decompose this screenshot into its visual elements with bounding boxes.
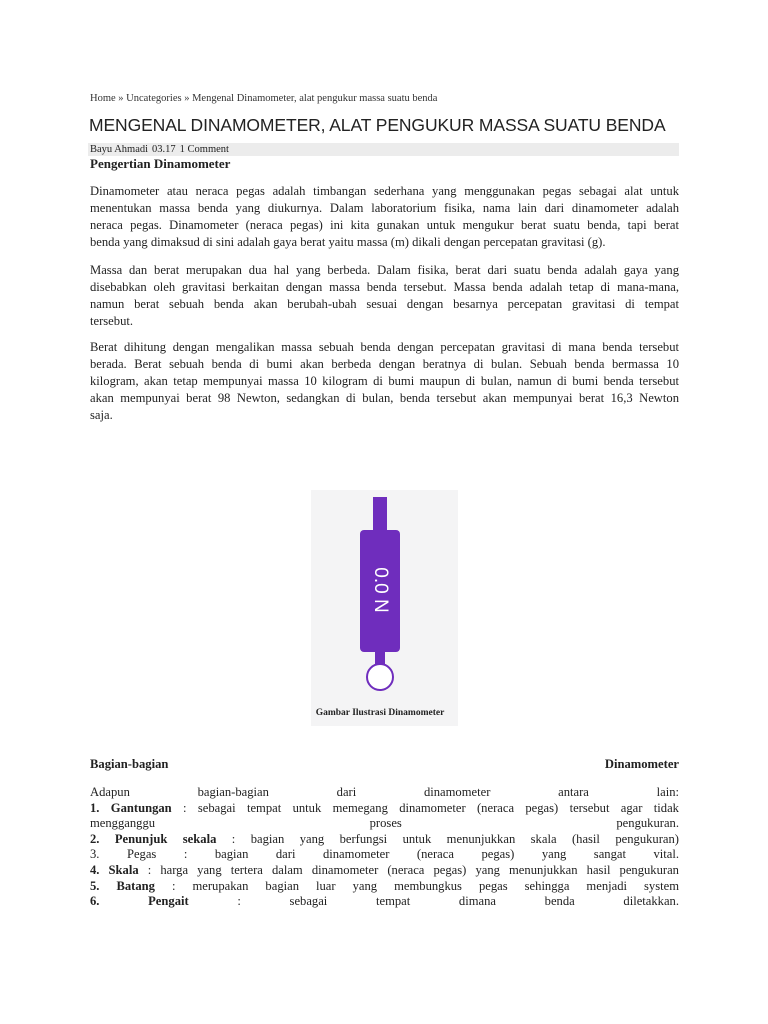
parts-heading-left: Bagian-bagian [90, 757, 169, 771]
breadcrumb-current: Mengenal Dinamometer, alat pengukur massa suatu benda [192, 93, 438, 104]
part-name: 1. Gantungan [90, 800, 172, 815]
paragraph-line: kilogram, akan tetap mempunyai massa 10 kilogram di bumi maupun di bulan, namun di bumi benda tersebut [90, 374, 679, 388]
part-description: Adapun bagian-bagian dari dinamometer antara lain: [90, 785, 679, 799]
paragraph-line: neraca pegas. Dinamometer (neraca pegas) ini kita gunakan untuk mengukur berat suatu benda, tapi berat [90, 218, 679, 232]
breadcrumb [90, 93, 437, 104]
comments-link[interactable]: 1 Comment [179, 144, 229, 155]
list-item-line [90, 847, 679, 863]
paragraph-line: Massa dan berat merupakan dua hal yang berbeda. Dalam fisika, berat dari suatu benda adalah gaya yang [90, 263, 679, 277]
paragraph [90, 183, 679, 251]
post-meta [88, 143, 679, 156]
list-item-line [90, 785, 679, 801]
part-name: 5. Batang [90, 878, 155, 893]
part-description: : sebagai tempat untuk memegang dinamometer (neraca pegas) tersebut agar tidak [171, 800, 679, 815]
spring-scale-icon [311, 490, 458, 726]
list-item-line [90, 863, 679, 879]
list-item-line [90, 801, 679, 817]
section-heading: Pengertian Dinamometer [90, 156, 231, 171]
paragraph-line: namun berat sebuah benda akan berubah-ubah sesuai dengan besarnya percepatan gravitasi di tempat [90, 297, 679, 311]
breadcrumb-separator: » [181, 93, 193, 104]
dinamometer-illustration [311, 490, 458, 726]
paragraph-line: berada. Berat sebuah benda di bumi akan berbeda dengan beratnya di bulan. Sebuah benda bermassa 10 [90, 357, 679, 371]
breadcrumb-separator: » [115, 93, 127, 104]
paragraph [90, 339, 679, 424]
part-description: : sebagai tempat dimana benda diletakkan. [188, 894, 679, 909]
paragraph-line: menentukan massa benda yang diukurnya. Dalam laboratorium fisika, nama lain dari dinamometer adalah [90, 201, 679, 215]
breadcrumb-category-link[interactable]: Uncategories [126, 93, 182, 104]
paragraph-line: disebabkan oleh gravitasi berkaitan dengan massa benda tersebut. Massa benda adalah tetap di mana-mana, [90, 280, 679, 294]
part-name: 6. Pengait [90, 894, 189, 909]
parts-list [90, 785, 679, 910]
list-item-line [90, 832, 679, 848]
part-description: : merupakan bagian luar yang membungkus pegas sehingga menjadi system [154, 878, 679, 893]
scale-readout: 0.0 N [369, 567, 391, 613]
part-description: : harga yang tertera dalam dinamometer (neraca pegas) yang menunjukkan hasil pengukuran [138, 862, 679, 877]
figure-caption: Gambar Ilustrasi Dinamometer [315, 708, 445, 718]
paragraph [90, 262, 679, 330]
parts-heading [90, 757, 679, 772]
part-name: 4. Skala [90, 862, 139, 877]
part-name: 2. Penunjuk sekala [90, 831, 217, 846]
part-description: : bagian yang berfungsi untuk menunjukkan skala (hasil pengukuran) [216, 831, 679, 846]
list-item-line [90, 894, 679, 910]
list-item-line [90, 879, 679, 895]
breadcrumb-home-link[interactable]: Home [90, 93, 116, 104]
part-description: mengganggu proses pengukuran. [90, 816, 679, 831]
part-description: 3. Pegas : bagian dari dinamometer (neraca pegas) yang sangat vital. [90, 847, 679, 862]
page-title: MENGENAL DINAMOMETER, ALAT PENGUKUR MASSA SUATU BENDA [89, 115, 666, 135]
parts-heading-right: Dinamometer [604, 757, 679, 771]
paragraph-line: akan mempunyai berat 98 Newton, sedangkan di bulan, benda tersebut akan mempunyai berat 16,3 Newton [90, 391, 679, 405]
list-item-line [90, 816, 679, 832]
paragraph-line: benda yang dimaksud di sini adalah gaya berat yaitu massa (m) dikali dengan percepatan gravitasi (g). [90, 235, 606, 249]
paragraph-line: Berat dihitung dengan mengalikan massa sebuah benda dengan percepatan gravitasi di mana benda tersebut [90, 340, 679, 354]
paragraph-line: saja. [90, 408, 113, 422]
author-link[interactable]: Bayu Ahmadi [90, 144, 149, 155]
paragraph-line: tersebut. [90, 314, 134, 328]
paragraph-line: Dinamometer atau neraca pegas adalah timbangan sederhana yang menggunakan pegas sebagai alat untuk [90, 184, 679, 198]
post-time: 03.17 [152, 144, 176, 155]
